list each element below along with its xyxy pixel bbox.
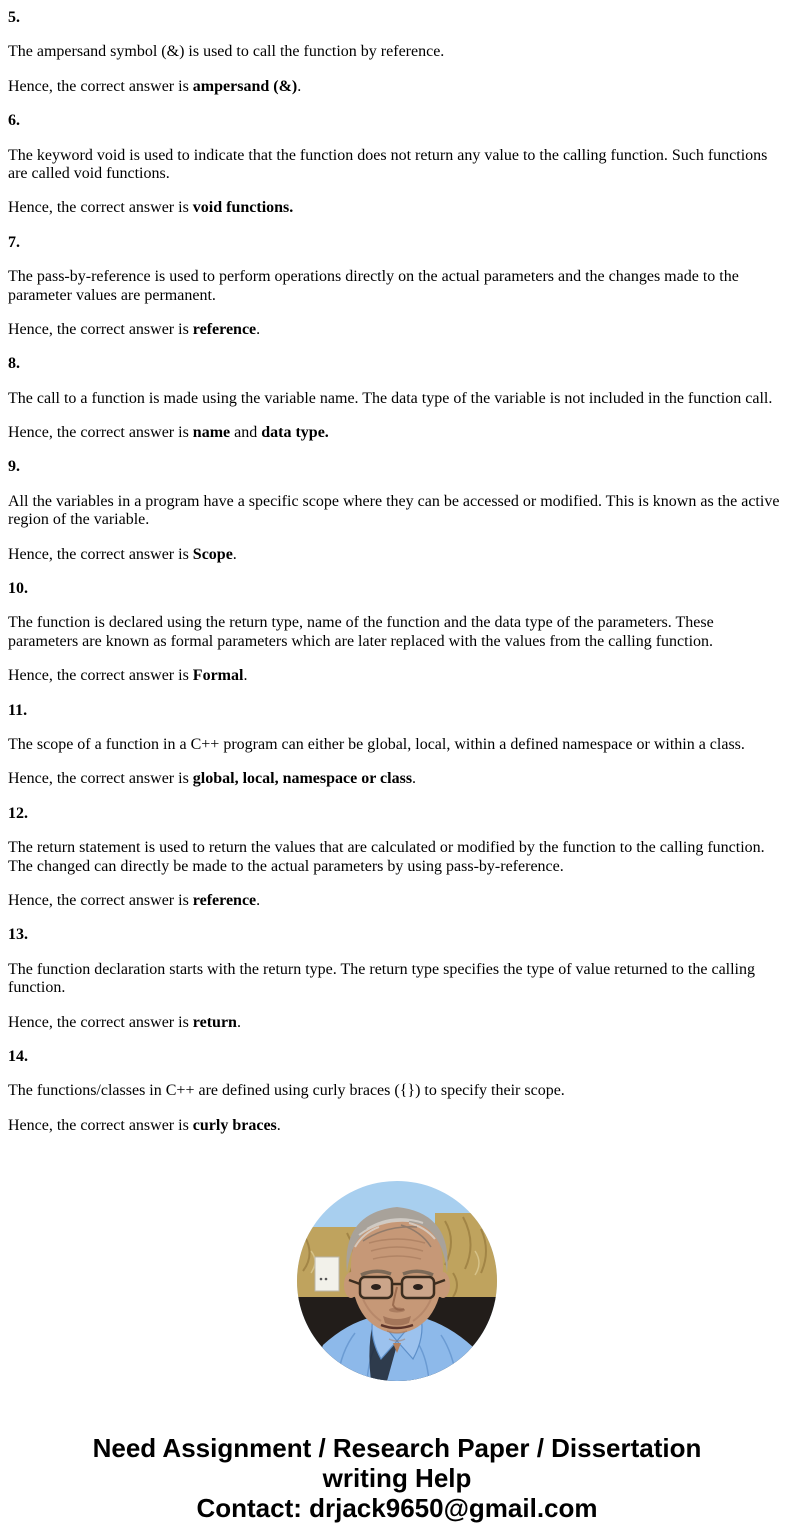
qa-item-number: 12. <box>8 804 28 822</box>
answer-text: . <box>243 667 248 685</box>
answer-text: Hence, the correct answer is <box>8 77 193 95</box>
qa-explanation: The return statement is used to return the values that are calculated or modified by the function to the calling function. The changed can directly be made to the actual parameters by using pass-by-reference. <box>8 839 765 875</box>
answer-text: . <box>236 1013 241 1031</box>
answer-text: . <box>276 1116 281 1134</box>
answer-text: Hence, the correct answer is <box>8 320 193 338</box>
answer-highlight: return <box>192 1013 237 1031</box>
answer-text: Hence, the correct answer is <box>8 770 193 788</box>
qa-answer <box>8 546 786 564</box>
answer-text: . <box>412 770 417 788</box>
qa-explanation: The keyword void is used to indicate that the function does not return any value to the calling function. Such functions are called void functions. <box>8 146 768 182</box>
answer-text: Hence, the correct answer is <box>8 199 193 217</box>
qa-item-number: 7. <box>8 233 20 251</box>
qa-answer <box>8 1117 786 1135</box>
qa-item <box>8 9 786 96</box>
avatar-photo <box>297 1181 497 1381</box>
qa-explanation: The pass-by-reference is used to perform operations directly on the actual parameters and the changes made to the parameter values are permanent. <box>8 268 739 304</box>
qa-item <box>8 580 786 686</box>
qa-item <box>8 702 786 789</box>
qa-explanation: The function is declared using the return type, name of the function and the data type of the parameters. These parameters are known as formal parameters which are later replaced with the values from the calling function. <box>8 614 714 650</box>
qa-item-number: 10. <box>8 580 28 598</box>
qa-answer <box>8 78 786 96</box>
answer-highlight: ampersand (&) <box>192 77 298 95</box>
answer-text: Hence, the correct answer is <box>8 891 193 909</box>
banner-help-line-2: writing Help <box>322 1463 472 1494</box>
answer-highlight: name <box>192 424 231 442</box>
answer-highlight: void functions. <box>192 199 294 217</box>
qa-explanation: The scope of a function in a C++ program can either be global, local, within a defined namespace or within a class. <box>8 735 745 753</box>
qa-item <box>8 355 786 442</box>
answer-text: Hence, the correct answer is <box>8 545 193 563</box>
qa-item-number: 5. <box>8 9 20 26</box>
answer-highlight: data type. <box>261 424 329 442</box>
banner-help-line-1: Need Assignment / Research Paper / Dissertation <box>92 1433 702 1464</box>
footer-banner <box>8 1433 786 1523</box>
answer-text: . <box>256 320 261 338</box>
avatar-switch-plate <box>315 1257 339 1291</box>
qa-explanation: All the variables in a program have a specific scope where they can be accessed or modified. This is known as the active region of the variable. <box>8 492 780 529</box>
qa-answer <box>8 667 786 685</box>
qa-answer <box>8 770 786 788</box>
qa-explanation: The functions/classes in C++ are defined using curly braces ({}) to specify their scope. <box>8 1082 565 1100</box>
qa-answer <box>8 199 786 217</box>
answer-highlight: reference <box>192 320 257 338</box>
qa-item <box>8 805 786 911</box>
qa-answer <box>8 424 786 442</box>
document <box>8 9 786 1523</box>
qa-item <box>8 926 786 1032</box>
qa-explanation: The call to a function is made using the variable name. The data type of the variable is not included in the function call. <box>8 389 773 407</box>
qa-list <box>8 9 786 1135</box>
qa-item-number: 14. <box>8 1047 28 1065</box>
qa-explanation: The function declaration starts with the return type. The return type specifies the type of value returned to the calling function. <box>8 960 755 997</box>
avatar <box>297 1181 497 1381</box>
qa-answer <box>8 321 786 339</box>
qa-item-number: 11. <box>8 701 28 719</box>
answer-text: and <box>230 424 262 442</box>
qa-item-number: 6. <box>8 112 20 130</box>
qa-answer <box>8 1014 786 1032</box>
answer-text: Hence, the correct answer is <box>8 667 193 685</box>
answer-text: . <box>256 891 261 909</box>
answer-text: . <box>297 77 302 95</box>
answer-highlight: curly braces <box>192 1116 277 1134</box>
answer-text: . <box>232 545 237 563</box>
qa-item <box>8 1048 786 1135</box>
answer-highlight: global, local, namespace or class <box>192 770 413 788</box>
answer-highlight: reference <box>192 891 257 909</box>
answer-highlight: Formal <box>192 667 244 685</box>
qa-item <box>8 458 786 564</box>
qa-item-number: 8. <box>8 355 20 373</box>
answer-text: Hence, the correct answer is <box>8 1116 193 1134</box>
answer-text: Hence, the correct answer is <box>8 1013 193 1031</box>
answer-highlight: Scope <box>192 545 233 563</box>
banner-contact-line: Contact: drjack9650@gmail.com <box>196 1493 598 1524</box>
qa-item-number: 13. <box>8 926 28 944</box>
qa-answer <box>8 892 786 910</box>
qa-item-number: 9. <box>8 458 20 476</box>
qa-item <box>8 112 786 218</box>
qa-explanation: The ampersand symbol (&) is used to call the function by reference. <box>8 43 445 61</box>
qa-item <box>8 234 786 340</box>
answer-text: Hence, the correct answer is <box>8 424 193 442</box>
